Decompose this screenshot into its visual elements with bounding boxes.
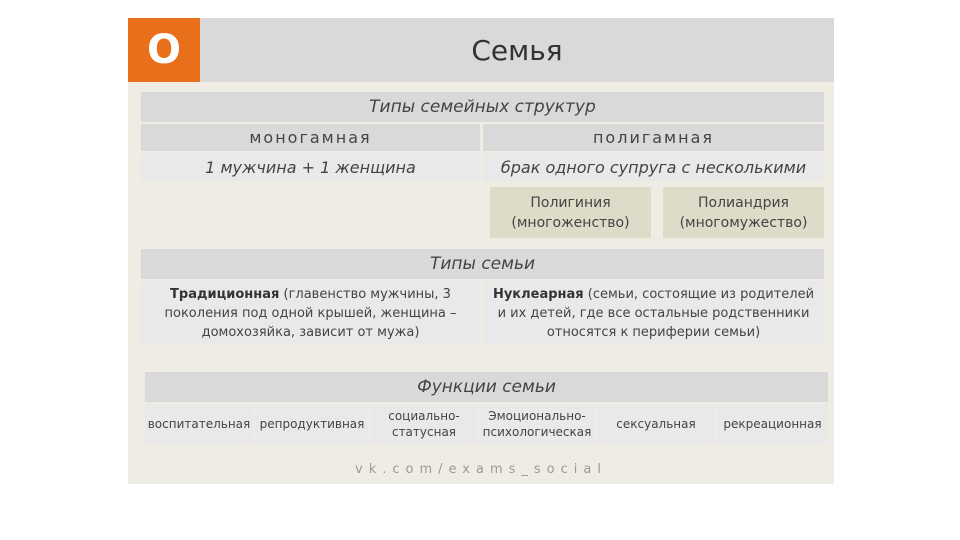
subtype-polygyny-note: (многоженство) bbox=[511, 214, 630, 231]
subtype-polygyny bbox=[490, 187, 651, 238]
function-label: социально- bbox=[388, 409, 460, 423]
functions-heading: Функции семьи bbox=[145, 372, 828, 402]
subtype-polyandry-note: (многомужество) bbox=[679, 214, 808, 231]
function-label: рекреационная bbox=[723, 417, 822, 431]
function-item bbox=[717, 404, 828, 444]
function-item bbox=[145, 404, 253, 444]
structure-mono-name: моногамная bbox=[141, 124, 480, 151]
slide-header bbox=[128, 18, 834, 82]
function-label: репродуктивная bbox=[259, 417, 365, 431]
slide bbox=[128, 18, 834, 484]
function-label-line2: статусная bbox=[391, 425, 457, 439]
function-item bbox=[597, 404, 715, 444]
function-item bbox=[371, 404, 477, 444]
logo-badge bbox=[128, 18, 200, 82]
subtype-polygyny-name: Полигиния bbox=[530, 194, 611, 211]
family-type-traditional bbox=[141, 281, 480, 345]
structures-heading: Типы семейных структур bbox=[141, 92, 824, 122]
family-types-heading: Типы семьи bbox=[141, 249, 824, 279]
structure-mono-description: 1 мужчина + 1 женщина bbox=[141, 153, 480, 181]
family-type-nuclear bbox=[483, 281, 824, 345]
family-type-traditional-term: Традиционная bbox=[170, 286, 280, 302]
family-type-nuclear-term: Нуклеарная bbox=[492, 286, 584, 302]
function-item bbox=[479, 404, 595, 444]
structure-poly-name: полигамная bbox=[483, 124, 824, 151]
page-title: Семья bbox=[471, 33, 563, 67]
function-label: воспитательная bbox=[147, 417, 251, 431]
logo-letter: О bbox=[146, 27, 181, 73]
function-label: сексуальная bbox=[616, 417, 696, 431]
function-label: Эмоционально- bbox=[488, 409, 586, 423]
subtype-polyandry-name: Полиандрия bbox=[698, 194, 789, 211]
function-label-line2: психологическая bbox=[482, 425, 592, 439]
watermark-link: vk.com/exams_social bbox=[355, 462, 607, 477]
function-item bbox=[255, 404, 369, 444]
family-type-nuclear-text: (семьи, состоящие из родителей и их детей, где все остальные родственники относятся к периферии семьи) bbox=[497, 286, 815, 340]
subtype-polyandry bbox=[663, 187, 824, 238]
family-type-traditional-text: (главенство мужчины, 3 поколения под одной крышей, женщина – домохозяйка, зависит от мужа) bbox=[164, 286, 457, 340]
structure-poly-description: брак одного супруга с несколькими bbox=[483, 153, 824, 181]
